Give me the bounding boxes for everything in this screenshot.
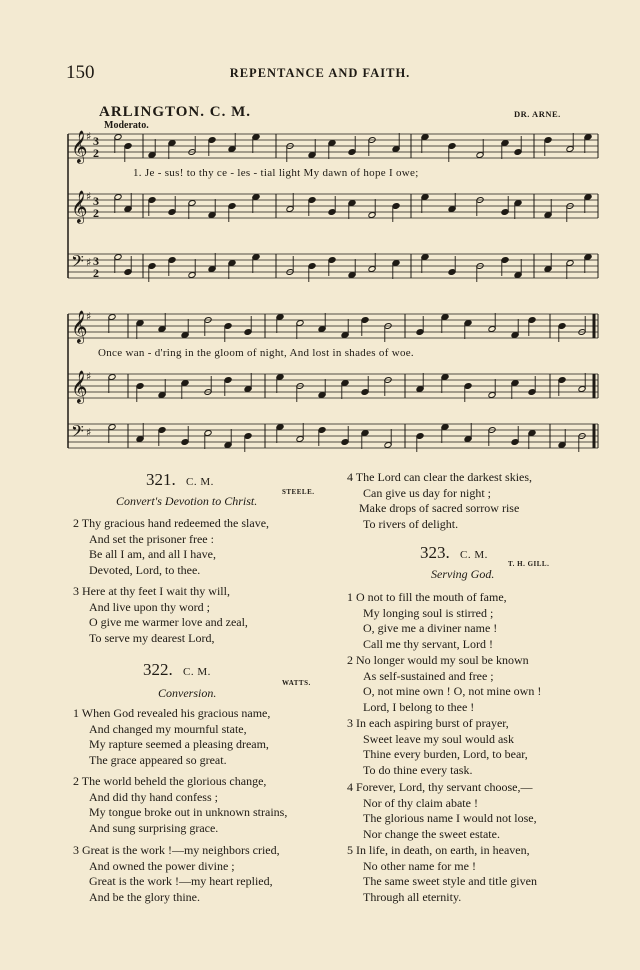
hymn-meter: C. M. — [460, 549, 488, 561]
page-number: 150 — [66, 62, 95, 83]
tune-name: ARLINGTON. C. M. — [99, 104, 251, 120]
staff-1-2-time-bottom: 2 — [93, 206, 99, 220]
hymn-323-verse-3: 3 In each aspiring burst of prayer, Sweet leave my soul would ask Thine every burden, Lord, to bear, To do thine every task. — [347, 716, 528, 777]
staff-2-2-clef: 𝄞 — [71, 370, 88, 403]
lyrics-line-2: Once wan - d'ring in the gloom of night, And lost in shades of woe. — [98, 347, 414, 359]
running-head: REPENTANCE AND FAITH. — [229, 66, 411, 80]
tempo-marking: Moderato. — [104, 120, 149, 131]
lyrics-line-1: 1. Je - sus! to thy ce - les - tial light My dawn of hope I owe; — [133, 167, 419, 179]
staff-1-1-time-bottom: 2 — [93, 146, 99, 160]
staff-2-3-clef: 𝄢 — [71, 421, 84, 445]
hymn-322-heading — [143, 660, 211, 680]
staff-1-2-clef: 𝄞 — [71, 190, 88, 223]
hymn-meter: C. M. — [186, 476, 214, 488]
hymn-323-verse-2: 2 No longer would my soul be known As self-sustained and free ; O, not mine own ! O, not mine own ! Lord, I belong to thee ! — [347, 653, 542, 714]
staff-2-2-key-sharp: ♯ — [86, 370, 92, 383]
staff-1-1-clef: 𝄞 — [71, 130, 88, 163]
hymn-323-author: T. H. GILL. — [508, 560, 550, 568]
staff-1-1-time-top: 3 — [93, 134, 99, 148]
music-score — [0, 0, 640, 470]
hymn-322-verse-4: 4 The Lord can clear the darkest skies, Can give us day for night ; Make drops of sacred sorrow rise To rivers of delight. — [347, 470, 533, 531]
hymn-number: 322. — [143, 660, 173, 679]
hymn-322-verse-2: 2 The world beheld the glorious change, And did thy hand confess ; My tongue broke out in unknown strains, And sung surprising grace. — [73, 774, 288, 835]
hymn-321-verse-3: 3 Here at thy feet I wait thy will, And live upon thy word ; O give me warmer love and zeal, To serve my dearest Lord, — [73, 584, 248, 645]
hymn-number: 323. — [420, 543, 450, 562]
staff-1-3-clef: 𝄢 — [71, 251, 84, 275]
staff-1-3-time-bottom: 2 — [93, 266, 99, 280]
hymn-321-verse-2: 2 Thy gracious hand redeemed the slave, And set the prisoner free : Be all I am, and all I have, Devoted, Lord, to thee. — [73, 516, 270, 577]
staff-2-3-key-sharp: ♯ — [86, 426, 92, 439]
hymn-321-heading — [146, 470, 214, 490]
hymn-number: 321. — [146, 470, 176, 489]
hymn-322-verse-1: 1 When God revealed his gracious name, And changed my mournful state, My rapture seemed a pleasing dream, The grace appeared so great. — [73, 706, 271, 767]
hymn-321-author: STEELE. — [282, 488, 315, 496]
hymn-322-title: Conversion. — [158, 686, 217, 700]
staff-2-1-clef: 𝄞 — [71, 310, 88, 343]
hymn-323-verse-5: 5 In life, in death, on earth, in heaven, No other name for me ! The same sweet style and title given Through all eternity. — [347, 843, 537, 904]
staff-1-2-time-top: 3 — [93, 194, 99, 208]
staff-1-2-key-sharp: ♯ — [86, 190, 92, 203]
hymn-meter: C. M. — [183, 666, 211, 678]
staff-1-1-key-sharp: ♯ — [86, 130, 92, 143]
hymn-323-heading — [420, 543, 488, 563]
staff-2-1-key-sharp: ♯ — [86, 310, 92, 323]
hymn-321-title: Convert's Devotion to Christ. — [116, 494, 258, 508]
staff-1-3-key-sharp: ♯ — [86, 256, 92, 269]
hymn-322-verse-3: 3 Great is the work !—my neighbors cried, And owned the power divine ; Great is the work !—my heart replied, And be the glory thine. — [73, 843, 280, 904]
hymn-322-author: WATTS. — [282, 679, 311, 687]
hymn-323-title: Serving God. — [431, 567, 495, 581]
hymn-323-verse-1: 1 O not to fill the mouth of fame, My longing soul is stirred ; O, give me a diviner name ! Call me thy servant, Lord ! — [347, 590, 507, 651]
composer: DR. ARNE. — [514, 109, 561, 119]
staff-1-3-time-top: 3 — [93, 254, 99, 268]
hymn-323-verse-4: 4 Forever, Lord, thy servant choose,— Nor of thy claim abate ! The glorious name I would not lose, Nor change the sweet estate. — [347, 780, 537, 841]
